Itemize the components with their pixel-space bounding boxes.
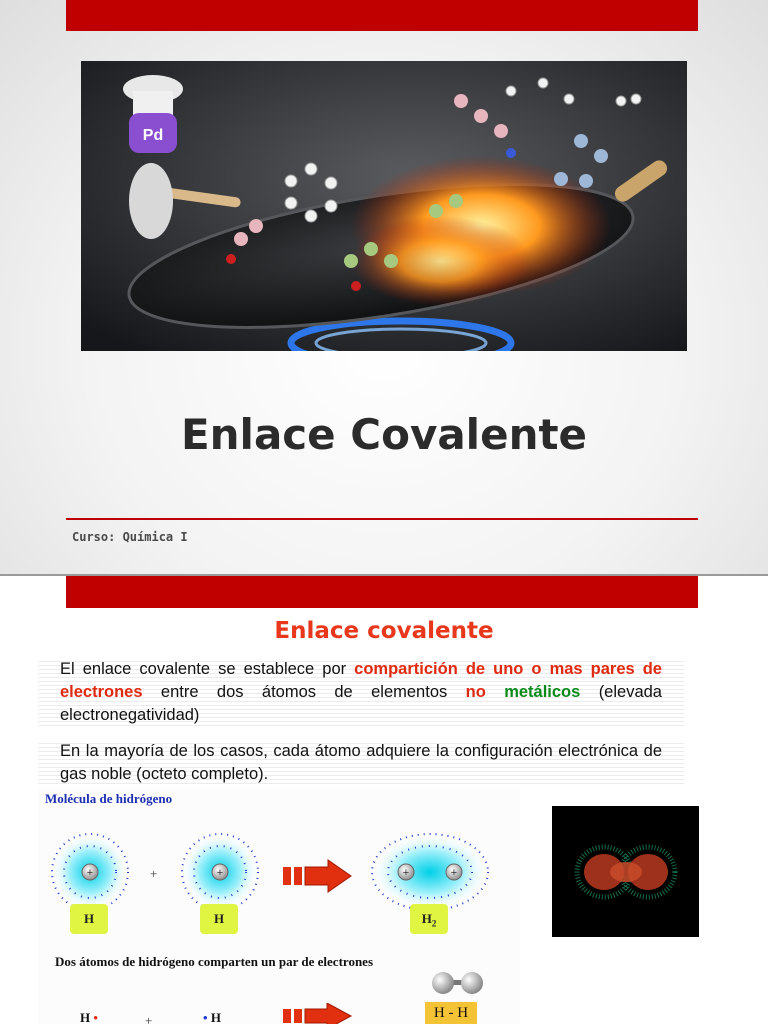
svg-text:+: + bbox=[450, 867, 458, 879]
highlight-sharing: compartición de uno o mas pares de electrones bbox=[60, 660, 662, 701]
paragraph-text: entre dos átomos de elementos bbox=[142, 683, 466, 701]
hydrogen-orbitals-diagram bbox=[38, 808, 520, 968]
svg-text:+: + bbox=[86, 867, 94, 879]
svg-text:Pd: Pd bbox=[142, 127, 164, 144]
electron-density-image bbox=[552, 806, 699, 937]
h-h-bond-label: H - H bbox=[425, 1002, 477, 1024]
slide-title: Enlace Covalente bbox=[180, 410, 588, 459]
slide-title: Enlace covalente bbox=[274, 618, 494, 644]
reaction-arrow bbox=[283, 860, 351, 892]
hero-image bbox=[81, 61, 687, 351]
figure-title: Molécula de hidrógeno bbox=[45, 791, 173, 806]
h2-label: $H_2$ bbox=[410, 904, 448, 934]
svg-text:+: + bbox=[216, 867, 224, 879]
svg-text:+: + bbox=[402, 867, 410, 879]
paragraph-text: (elevada electronegatividad) bbox=[60, 683, 662, 724]
top-accent-bar bbox=[66, 0, 698, 31]
octet-paragraph: En la mayoría de los casos, cada átomo adquiere la configuración electrónica de gas noble (octeto completo). bbox=[38, 740, 684, 786]
course-label: Curso: Química I bbox=[72, 530, 188, 544]
hydrogen-molecule-figure bbox=[38, 788, 520, 1024]
h-atom-label-left: H bbox=[70, 904, 108, 934]
highlight-no: no bbox=[465, 683, 486, 701]
plus-sign: + bbox=[150, 866, 158, 881]
electron-cloud-simulation bbox=[552, 806, 699, 937]
plus-sign-lewis: + bbox=[145, 1013, 153, 1024]
h2-molecule bbox=[372, 834, 488, 910]
lewis-h-left: H • bbox=[80, 1010, 98, 1024]
title-underline bbox=[66, 518, 698, 520]
lewis-h-right: • H bbox=[203, 1010, 221, 1024]
top-accent-bar bbox=[66, 576, 698, 608]
figure-caption: Dos átomos de hidrógeno comparten un par de electrones bbox=[55, 954, 374, 969]
paragraph-text: El enlace covalente se establece por bbox=[60, 660, 355, 678]
hydrogen-atom-right bbox=[182, 834, 258, 910]
cooking-molecules-illustration bbox=[81, 61, 687, 351]
h2-ball-model bbox=[428, 968, 488, 998]
hydrogen-atom-left bbox=[52, 834, 128, 910]
content-slide bbox=[0, 576, 768, 1024]
h-atom-label-right: H bbox=[200, 904, 238, 934]
highlight-metallic: metálicos bbox=[504, 683, 581, 701]
reaction-arrow-lewis bbox=[283, 1003, 353, 1024]
definition-paragraph bbox=[38, 658, 684, 727]
